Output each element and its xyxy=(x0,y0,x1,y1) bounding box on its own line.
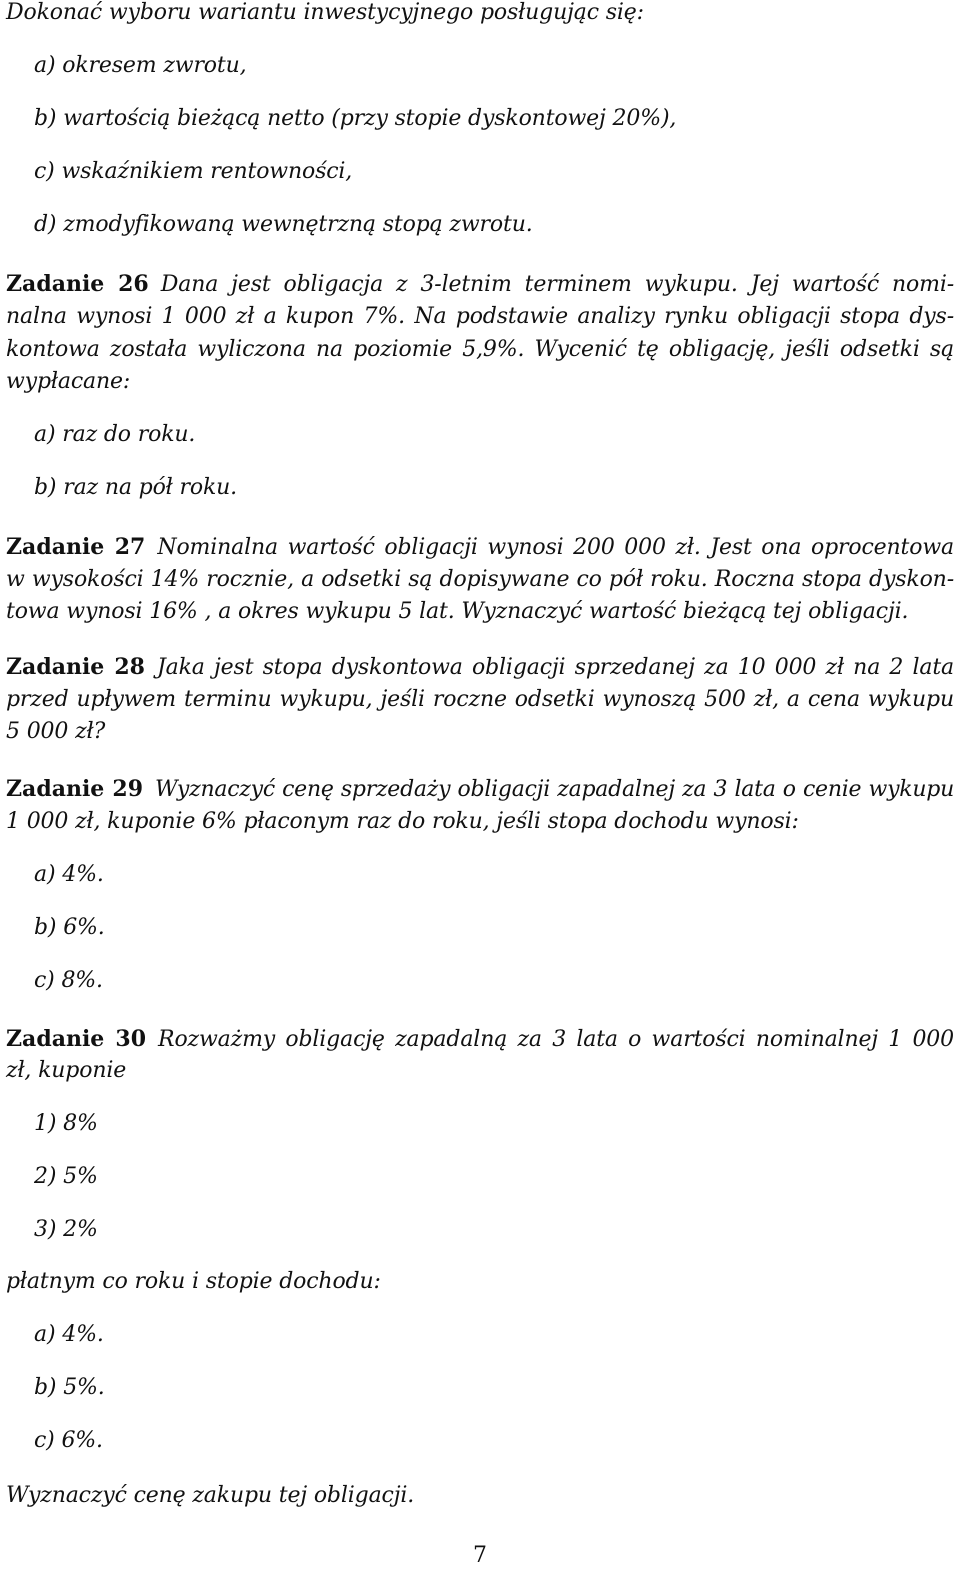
task-29-text-1: Wyznaczyć cenę sprzedaży obligacji zapadalnej za 3 lata o cenie wykupu xyxy=(155,777,955,802)
task-30-text-1: Rozważmy obligację zapadalną za 3 lata o wartości nominalnej 1 000 xyxy=(158,1027,954,1052)
task-27-line-3: towa wynosi 16% , a okres wykupu 5 lat. Wyznaczyć wartość bieżącą tej obligacji. xyxy=(6,599,909,624)
task-26-text-1: Dana jest obligacja z 3-letnim terminem wykupu. Jej wartość nomi- xyxy=(160,272,954,297)
task-30-item-a: a) 4%. xyxy=(34,1322,104,1347)
task-30-middle: płatnym co roku i stopie dochodu: xyxy=(6,1269,381,1294)
task-30-line-2: zł, kuponie xyxy=(6,1058,127,1083)
document-page xyxy=(6,0,954,1580)
intro-item-b: b) wartością bieżącą netto (przy stopie dyskontowej 20%), xyxy=(34,106,677,131)
task-26-line-2: nalna wynosi 1 000 zł a kupon 7%. Na podstawie analizy rynku obligacji stopa dys- xyxy=(6,304,954,329)
intro-item-c: c) wskaźnikiem rentowności, xyxy=(34,159,353,184)
task-26-label: Zadanie 26 xyxy=(6,271,149,297)
task-30-closing: Wyznaczyć cenę zakupu tej obligacji. xyxy=(6,1483,415,1508)
task-28-line-2: przed upływem terminu wykupu, jeśli roczne odsetki wynoszą 500 zł, a cena wykupu xyxy=(6,687,954,712)
task-28-line-1 xyxy=(6,651,954,684)
task-30-coupon-1: 1) 8% xyxy=(34,1111,98,1136)
task-30-item-c: c) 6%. xyxy=(34,1428,103,1453)
task-30-coupon-3: 3) 2% xyxy=(34,1217,98,1242)
task-29-item-a: a) 4%. xyxy=(34,862,104,887)
task-30-coupon-2: 2) 5% xyxy=(34,1164,98,1189)
intro-item-d: d) zmodyfikowaną wewnętrzną stopą zwrotu. xyxy=(34,212,533,237)
task-26-line-3: kontowa została wyliczona na poziomie 5,9%. Wycenić tę obligację, jeśli odsetki są xyxy=(6,337,954,362)
task-27-text-1: Nominalna wartość obligacji wynosi 200 000 zł. Jest ona oprocentowa xyxy=(157,535,954,560)
task-28-text-1: Jaka jest stopa dyskontowa obligacji sprzedanej za 10 000 zł na 2 lata xyxy=(156,655,954,680)
task-28-line-3: 5 000 zł? xyxy=(6,719,106,744)
task-30-line-1 xyxy=(6,1023,954,1056)
task-27-line-1 xyxy=(6,531,954,564)
task-30-label: Zadanie 30 xyxy=(6,1026,147,1052)
task-29-line-2: 1 000 zł, kuponie 6% płaconym raz do roku, jeśli stopa dochodu wynosi: xyxy=(6,809,799,834)
task-26-line-1 xyxy=(6,268,954,301)
task-26-line-4: wypłacane: xyxy=(6,369,131,394)
task-29-item-c: c) 8%. xyxy=(34,968,103,993)
task-29-item-b: b) 6%. xyxy=(34,915,105,940)
task-27-label: Zadanie 27 xyxy=(6,534,146,560)
page-number: 7 xyxy=(473,1543,487,1568)
task-26-item-b: b) raz na pół roku. xyxy=(34,475,238,500)
intro-item-a: a) okresem zwrotu, xyxy=(34,53,247,78)
task-29-label: Zadanie 29 xyxy=(6,776,144,802)
task-29-line-1 xyxy=(6,773,954,806)
task-30-item-b: b) 5%. xyxy=(34,1375,105,1400)
task-26-item-a: a) raz do roku. xyxy=(34,422,196,447)
task-28-label: Zadanie 28 xyxy=(6,654,145,680)
intro-text: Dokonać wyboru wariantu inwestycyjnego posługując się: xyxy=(6,0,644,25)
task-27-line-2: w wysokości 14% rocznie, a odsetki są dopisywane co pół roku. Roczna stopa dyskon- xyxy=(6,567,954,592)
